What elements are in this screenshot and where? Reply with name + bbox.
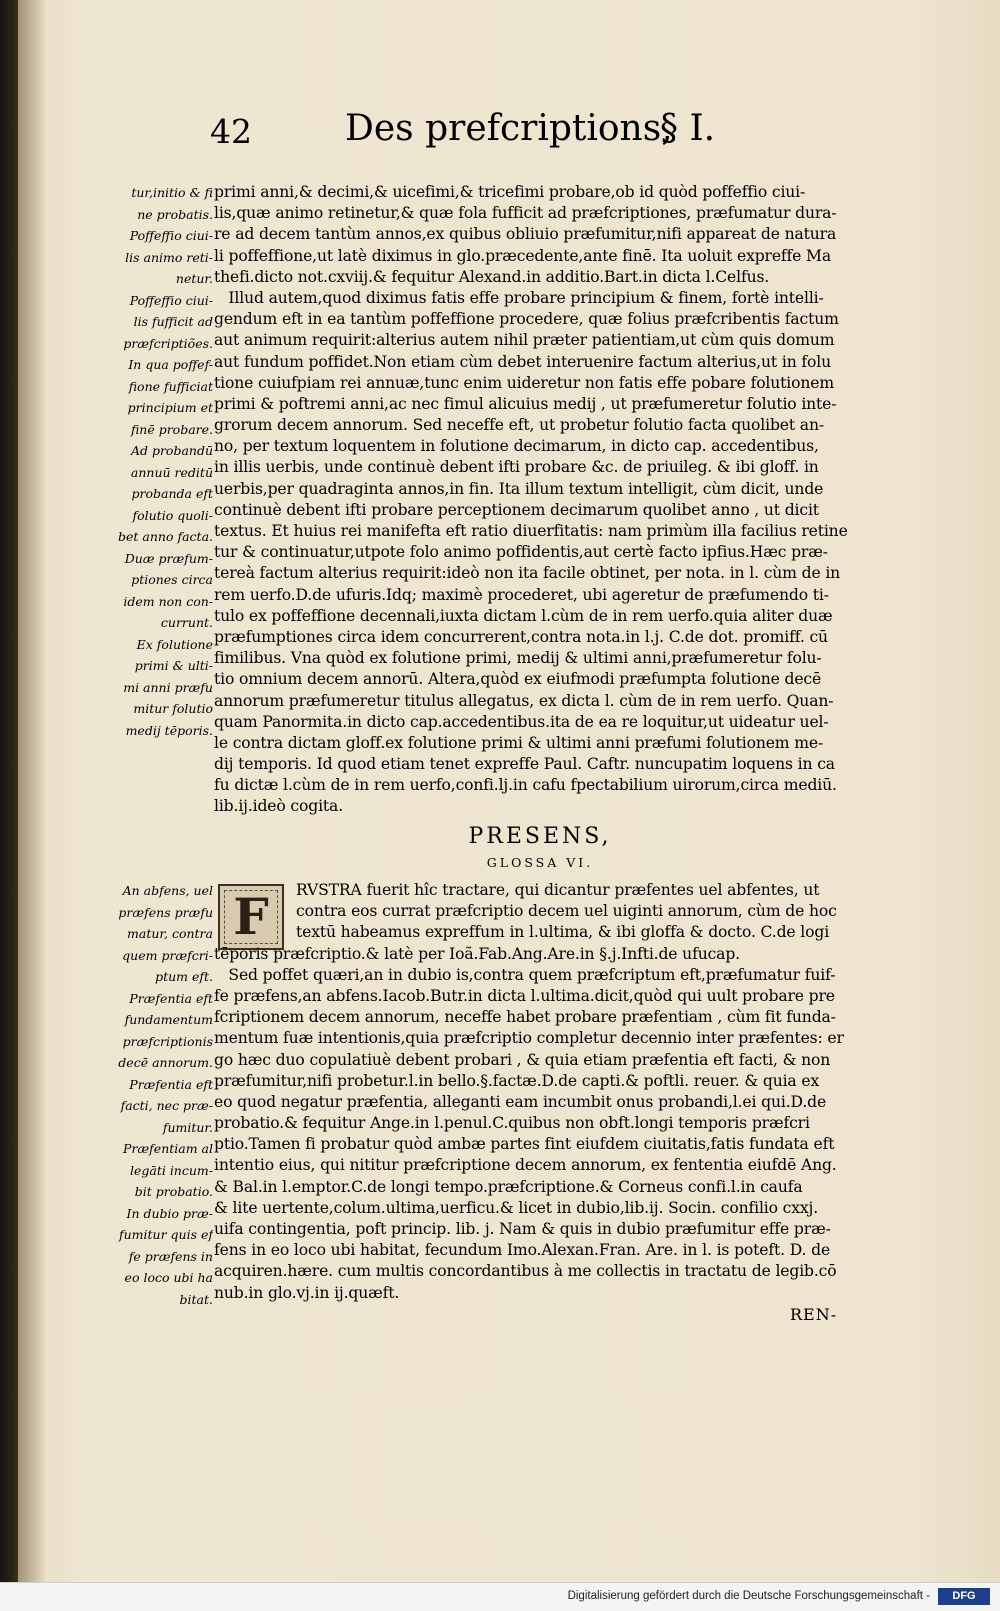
text-line: & Bal.in l.emptor.C.de longi tempo.præfcriptione.& Corneus confi.l.in caufa [214, 1177, 803, 1196]
margin-note-line: Ex folutione [136, 636, 213, 652]
margin-note-line: fe præfens in [128, 1248, 213, 1264]
margin-note-line: Præfentia eft [129, 1076, 213, 1092]
margin-note-line: mitur folutio [133, 701, 213, 716]
text-line: rem uerfo.D.de ufuris.Idq; maximè procederet, ubi ageretur de præfumendo ti- [214, 585, 829, 604]
text-line: fcriptionem decem annorum, neceffe habet probare præfentiam , cùm fit funda- [214, 1008, 836, 1027]
margin-note-line: Poffeffio ciui- [129, 228, 213, 243]
margin-note-line: folutio quoli- [132, 507, 213, 523]
text-line: Sed poffet quæri,an in dubio is,contra quem præfcriptum eft,præfumatur fuif- [214, 965, 836, 984]
margin-note-line: legāti incum- [129, 1162, 213, 1178]
margin-note-line: annuū reditū [130, 464, 213, 480]
margin-note-line: ne probatis. [137, 206, 213, 222]
margin-note-line: facti, nec præ- [120, 1098, 213, 1113]
footer-credit: Digitalisierung gefördert durch die Deutsche Forschungsgemeinschaft - [567, 1590, 930, 1602]
margin-note-line: matur, contra [127, 926, 213, 941]
text-line: nub.in glo.vj.in ij.quæft. [214, 1283, 400, 1302]
margin-note-line: finē probare. [130, 421, 213, 437]
margin-note-line: ptum eft. [155, 969, 213, 984]
margin-note-line: præfcriptionis [122, 1033, 213, 1049]
section-heading-subtitle: GLOSSA VI. [486, 855, 594, 870]
margin-note-line: Duæ præfum- [124, 550, 213, 566]
section-heading-title: PRESENS, [468, 824, 612, 849]
text-line: li poffeffione,ut latè diximus in glo.præcedente,ante finē. Ita uoluit expreffe Ma [214, 246, 832, 265]
margin-note-line: Præfentia eft [129, 990, 213, 1006]
text-line: continuè debent ifti probare perceptionem decimarum quolibet anno , ut dicit [214, 500, 819, 519]
text-line: in illis uerbis, unde continuè debent ifti probare &c. de priuileg. & ibi gloff. in [214, 458, 819, 477]
text-line: intentio eius, qui nititur præfcriptione decem annorum, ex fententia eiufdē Ang. [214, 1156, 837, 1175]
margin-note-line: fumitur. [162, 1119, 213, 1135]
section-mark: § I. [660, 108, 716, 149]
margin-note-line: præfens præfu [118, 904, 213, 920]
page-header [210, 108, 770, 158]
margin-note-line: præfcriptiões. [123, 335, 213, 351]
text-line: lib.ij.ideò cogita. [214, 797, 343, 816]
margin-note-line: decē annorum. [118, 1055, 213, 1070]
margin-note-line: probanda eft [131, 486, 213, 501]
text-line: & lite uertente,colum.ultima,uerficu.& licet in dubio,lib.ij. Socin. confilio cxxj. [214, 1198, 819, 1217]
dfg-logo: DFG [938, 1588, 990, 1605]
text-line: fens in eo loco ubi habitat, fecundum Imo.Alexan.Fran. Are. in l. is poteft. D. de [214, 1241, 831, 1260]
text-line: præfumptiones circa idem concurrerent,contra nota.in l.j. C.de dot. promiff. cū [214, 627, 828, 646]
text-line: acquiren.hære. cum multis concordantibus à me collectis in tractatu de legib.cō [214, 1262, 837, 1281]
body-text-lower [214, 880, 854, 1304]
folio-number: 42 [210, 112, 252, 151]
text-line: tēporis præfcriptio.& latè per Ioã.Fab.Ang.Are.in §.j.Infti.de ufucap. [214, 944, 740, 963]
margin-note-line: An abfens, uel [122, 883, 213, 898]
margin-note-line: primi & ulti- [134, 658, 213, 673]
margin-notes-lower [95, 880, 213, 1310]
section-heading [330, 824, 750, 870]
margin-note-line: mi anni præfu [123, 679, 213, 695]
text-line: quam Panormita.in dicto cap.accedentibus.ita de ea re loquitur,ut uideatur uel- [214, 712, 829, 731]
text-line: uifa contingentia, poft princip. lib. j. Nam & quis in dubio præfumitur effe præ- [214, 1220, 831, 1238]
text-line: fu dictæ l.cùm de in rem uerfo,confi.lj.in cafu fpectabilium uirorum,circa mediū. [214, 776, 837, 795]
digitization-footer [0, 1582, 1000, 1611]
margin-note-line: bitat. [179, 1291, 213, 1307]
text-line: Illud autem,quod diximus fatis effe probare principium & finem, fortè intelli- [214, 288, 824, 307]
text-line: go hæc duo copulatiuè debent probari , & quia etiam præfentia eft facti, & non [214, 1050, 831, 1069]
margin-notes-upper [95, 182, 213, 741]
margin-note-line: fione fufficiat [128, 378, 213, 394]
text-line: le contra dictam gloff.ex folutione primi & ultimi anni præfumi folutionem me- [214, 733, 824, 752]
text-line: tereà factum alterius requirit:ideò non ita facile obtinet, per nota. in l. cùm de in [214, 564, 841, 583]
margin-note-line: In dubio præ- [126, 1205, 213, 1221]
running-title: Des prefcriptions, [345, 108, 673, 149]
margin-note-line: tur,initio & fi [131, 185, 213, 200]
text-line: annorum præfumeretur titulus allegatus, ex dicta l. cùm de in rem uerfo. Quan- [214, 691, 834, 710]
margin-note-line: netur. [175, 271, 213, 286]
text-line: præfumitur,nifi probetur.l.in bello.§.factæ.D.de capti.& poftli. reuer. & quia ex [214, 1071, 820, 1090]
text-line: tur & continuatur,utpote folo animo poffidentis,aut certè facto ipfius.Hæc præ- [214, 543, 828, 562]
margin-note-line: quem præfcri- [122, 947, 213, 963]
margin-note-line: lis fufficit ad [133, 314, 213, 329]
text-line: thefi.dicto not.cxviij.& fequitur Alexand.in additio.Bart.in dicta l.Celfus. [214, 267, 770, 286]
margin-note-line: In qua poffef- [128, 357, 213, 372]
text-line: fimilibus. Vna quòd ex folutione primi, medij & ultimi anni,præfumeretur folu- [214, 649, 822, 668]
margin-note-line: ptiones circa [131, 572, 213, 587]
initial-letter: F [233, 887, 269, 946]
text-line: grorum decem annorum. Sed neceffe eft, ut probetur folutio facta quolibet an- [214, 416, 824, 435]
margin-note-line: Præfentiam al [123, 1141, 213, 1156]
book-spine [0, 0, 18, 1610]
text-line: re ad decem tantùm annos,ex quibus obliuio præfumitur,nifi appareat de natura [214, 225, 837, 244]
text-line: contra eos currat præfcriptio decem uel uiginti annorum, cùm de hoc [296, 902, 837, 921]
text-line: textus. Et huius rei manifefta eft ratio diuerfitatis: nam primùm illa facilius retine [214, 522, 848, 540]
margin-note-line: principium et [127, 400, 213, 415]
text-line: primi anni,& decimi,& uicefimi,& tricefimi probare,ob id quòd poffeffio ciui- [214, 183, 806, 201]
margin-note-line: bet anno facta. [118, 529, 213, 544]
text-line: tio omnium decem annorū. Altera,quòd ex eiufmodi præfumpta folutione decē [214, 670, 822, 689]
margin-note-line: lis animo reti- [125, 249, 213, 265]
margin-note-line: Ad probandū [130, 443, 213, 458]
text-line: eo quod negatur præfentia, alleganti eam incumbit onus probandi,l.ei qui.D.de [214, 1092, 827, 1111]
margin-note-line: currunt. [160, 615, 213, 630]
text-line: aut fundum poffidet.Non etiam cùm debet interuenire factum alterius,ut in folu [214, 352, 831, 371]
text-line: no, per textum loquentem in folutione decimarum, in dicto cap. accedentibus, [214, 437, 819, 456]
margin-note-line: idem non con- [123, 593, 213, 609]
text-line: textū habeamus expreffum in l.ultima, & ibi gloffa & docto. C.de logi [296, 923, 830, 942]
margin-note-line: Poffeffio ciui- [129, 292, 213, 308]
text-line: fe præfens,an abfens.Iacob.Butr.in dicta l.ultima.dicit,quòd qui uult probare pre [214, 986, 835, 1005]
margin-note-line: eo loco ubi ha [124, 1270, 213, 1285]
text-line: gendum eft in ea tantùm poffeffione procedere, quæ folius præfcribentis factum [214, 310, 839, 329]
text-line: mentum fuæ intentionis,quia præfcriptio completur decennio inter præfentes: er [214, 1029, 844, 1048]
catchword: REN- [790, 1305, 838, 1324]
text-line: tulo ex poffeffione decennali,iuxta dictam l.cùm de in rem uerfo.quia aliter duæ [214, 606, 833, 625]
text-line: ptio.Tamen fi probatur quòd ambæ partes fint eiufdem ciuitatis,fatis fundata eft [214, 1135, 835, 1154]
body-text-upper [214, 182, 854, 818]
margin-note-line: medij tēporis. [125, 722, 213, 738]
text-line: lis,quæ animo retinetur,& quæ fola fufficit ad præfcriptiones, præfumatur dura- [214, 204, 837, 223]
text-line: uerbis,per quadraginta annos,in fin. Ita illum textum intelligit, cùm dicit, unde [214, 479, 824, 498]
text-line: dij temporis. Id quod etiam tenet expreffe Paul. Caftr. nuncupatim loquens in ca [214, 755, 835, 774]
margin-note-line: fumitur quis ef [118, 1227, 213, 1242]
margin-note-line: bit probatio. [134, 1184, 213, 1199]
text-line: probatio.& fequitur Ange.in l.penul.C.quibus non obft.longi temporis præfcri [214, 1114, 810, 1133]
text-line: RVSTRA fuerit hîc tractare, qui dicantur præfentes uel abfentes, ut [296, 881, 820, 899]
text-line: aut animum requirit:alterius autem nihil præter patientiam,ut cùm quis domum [214, 331, 835, 350]
text-line: primi & poftremi anni,ac nec fimul alicuius medij , ut præfumeretur folutio inte- [214, 394, 837, 413]
text-line: tione cuiufpiam rei annuæ,tunc enim uideretur non fatis effe pobare folutionem [214, 373, 834, 392]
margin-note-line: fundamentum [124, 1012, 213, 1027]
